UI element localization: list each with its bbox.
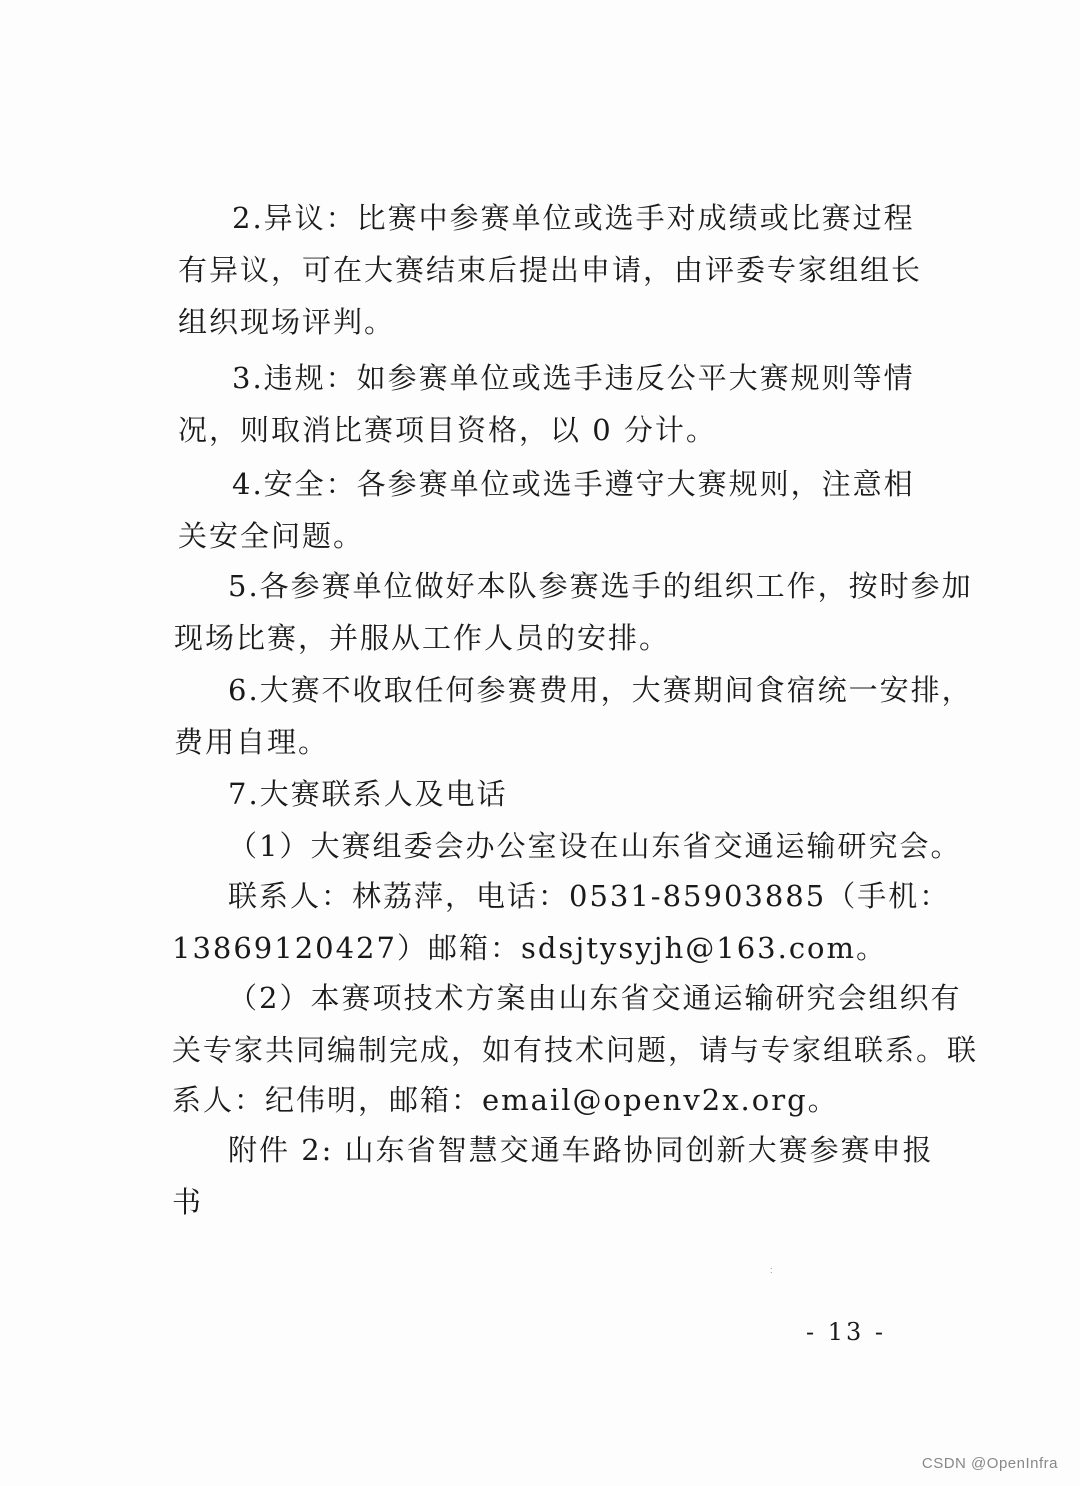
paragraph-line: 6.大赛不收取任何参赛费用，大赛期间食宿统一安排， <box>228 673 973 707</box>
paragraph-line: 7.大赛联系人及电话 <box>228 777 508 811</box>
watermark: CSDN @OpenInfra <box>921 1455 1058 1472</box>
paragraph-line: 关专家共同编制完成，如有技术问题，请与专家组联系。联 <box>172 1033 979 1067</box>
paragraph-line: 有异议，可在大赛结束后提出申请，由评委专家组组长 <box>178 253 923 287</box>
paragraph-line: 4.安全：各参赛单位或选手遵守大赛规则，注意相 <box>232 467 915 501</box>
paragraph-line: 关安全问题。 <box>178 519 365 553</box>
paragraph-line: （2）本赛项技术方案由山东省交通运输研究会组织有 <box>228 981 962 1015</box>
paragraph-line: 联系人：林荔萍，电话：0531-85903885（手机： <box>228 879 951 913</box>
paragraph-line: 费用自理。 <box>174 725 330 759</box>
paragraph-line: 2.异议：比赛中参赛单位或选手对成绩或比赛过程 <box>232 201 915 235</box>
scan-speck: ∶ <box>770 1266 773 1277</box>
page-number: - 13 - <box>806 1318 887 1346</box>
paragraph-line: 组织现场评判。 <box>178 305 396 339</box>
paragraph-line: （1）大赛组委会办公室设在山东省交通运输研究会。 <box>228 829 962 863</box>
paragraph-line: 5.各参赛单位做好本队参赛选手的组织工作，按时参加 <box>228 569 973 603</box>
paragraph-line: 现场比赛，并服从工作人员的安排。 <box>174 621 671 655</box>
paragraph-line: 书 <box>172 1185 204 1219</box>
paragraph-line: 附件 2: 山东省智慧交通车路协同创新大赛参赛申报 <box>228 1133 934 1167</box>
paragraph-line: 系人：纪伟明，邮箱：email@openv2x.org。 <box>172 1083 839 1117</box>
paragraph-line: 况，则取消比赛项目资格，以 0 分计。 <box>178 413 717 447</box>
paragraph-line: 3.违规：如参赛单位或选手违反公平大赛规则等情 <box>232 361 915 395</box>
paragraph-line: 13869120427）邮箱：sdsjtysyjh@163.com。 <box>172 931 888 965</box>
